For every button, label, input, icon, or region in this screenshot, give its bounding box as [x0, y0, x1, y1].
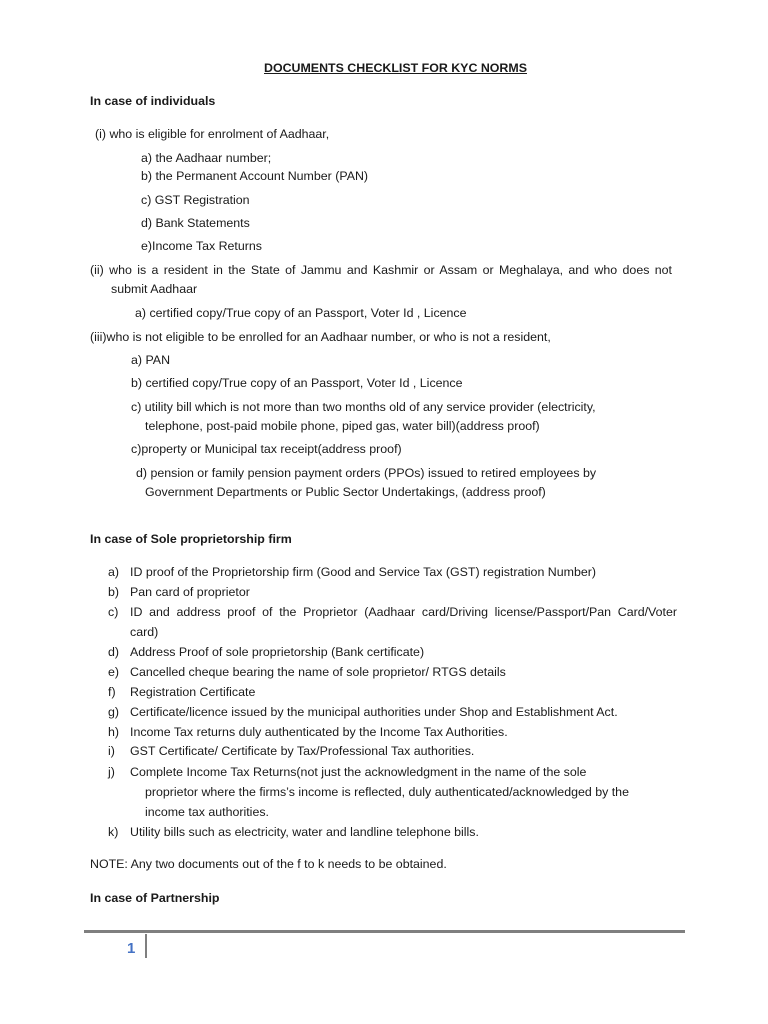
list-marker: a) — [108, 565, 120, 579]
page-number: 1 — [127, 940, 136, 957]
clause-iii-label: (iii)who is not eligible to be enrolled for an Aadhaar number, or who is not a resident, — [90, 330, 551, 344]
clause-i-item: a) the Aadhaar number; — [141, 151, 272, 165]
list-item: GST Certificate/ Certificate by Tax/Professional Tax authorities. — [130, 744, 475, 758]
clause-i-item: d) Bank Statements — [141, 216, 250, 230]
clause-ii-item: a) certified copy/True copy of an Passport, Voter Id , Licence — [135, 306, 467, 320]
clause-iii-item: c)property or Municipal tax receipt(address proof) — [131, 442, 402, 456]
clause-ii-label: (ii) who is a resident in the State of Jammu and Kashmir or Assam or Meghalaya, and who does not — [90, 263, 672, 277]
list-marker: i) — [108, 744, 115, 758]
clause-ii-label-continued: submit Aadhaar — [111, 282, 198, 296]
clause-iii-item: d) pension or family pension payment orders (PPOs) issued to retired employees by — [136, 466, 597, 480]
clause-i-label: (i) who is eligible for enrolment of Aadhaar, — [95, 127, 330, 141]
list-marker: h) — [108, 725, 120, 739]
clause-iii-item: a) PAN — [131, 353, 171, 367]
section-heading-sole-proprietorship: In case of Sole proprietorship firm — [90, 532, 292, 546]
list-item: Utility bills such as electricity, water and landline telephone bills. — [130, 825, 479, 839]
list-marker: c) — [108, 605, 119, 619]
list-item-continued: card) — [130, 625, 159, 639]
clause-i-item: c) GST Registration — [141, 193, 250, 207]
clause-i-item: e)Income Tax Returns — [141, 239, 262, 253]
page-number-divider — [145, 934, 147, 958]
list-item: ID and address proof of the Proprietor (Aadhaar card/Driving license/Passport/Pan Card/Voter — [130, 605, 677, 619]
list-marker: k) — [108, 825, 119, 839]
list-item-continued: proprietor where the firms’s income is reflected, duly authenticated/acknowledged by the — [145, 785, 629, 799]
list-item: Certificate/licence issued by the municipal authorities under Shop and Establishment Act. — [130, 705, 618, 719]
section-heading-individuals: In case of individuals — [90, 94, 216, 108]
clause-iii-item-continued: Government Departments or Public Sector Undertakings, (address proof) — [145, 485, 546, 499]
list-marker: b) — [108, 585, 120, 599]
list-item: Pan card of proprietor — [130, 585, 250, 599]
list-item: ID proof of the Proprietorship firm (Good and Service Tax (GST) registration Number) — [130, 565, 596, 579]
list-item: Cancelled cheque bearing the name of sole proprietor/ RTGS details — [130, 665, 506, 679]
list-marker: f) — [108, 685, 116, 699]
clause-iii-item: b) certified copy/True copy of an Passport, Voter Id , Licence — [131, 376, 463, 390]
list-item: Complete Income Tax Returns(not just the acknowledgment in the name of the sole — [130, 765, 587, 779]
list-item: Address Proof of sole proprietorship (Bank certificate) — [130, 645, 425, 659]
list-item-continued: income tax authorities. — [145, 805, 269, 819]
list-marker: j) — [108, 765, 115, 779]
footer-rule — [84, 930, 685, 933]
list-marker: g) — [108, 705, 120, 719]
section-heading-partnership: In case of Partnership — [90, 891, 220, 905]
note-text: NOTE: Any two documents out of the f to k needs to be obtained. — [90, 857, 447, 871]
document-title: DOCUMENTS CHECKLIST FOR KYC NORMS — [264, 61, 527, 75]
clause-iii-item-continued: telephone, post-paid mobile phone, piped gas, water bill)(address proof) — [145, 419, 540, 433]
clause-i-item: b) the Permanent Account Number (PAN) — [141, 169, 369, 183]
clause-iii-item: c) utility bill which is not more than two months old of any service provider (electricity, — [131, 400, 596, 414]
list-item: Registration Certificate — [130, 685, 256, 699]
list-item: Income Tax returns duly authenticated by the Income Tax Authorities. — [130, 725, 508, 739]
list-marker: e) — [108, 665, 120, 679]
list-marker: d) — [108, 645, 120, 659]
